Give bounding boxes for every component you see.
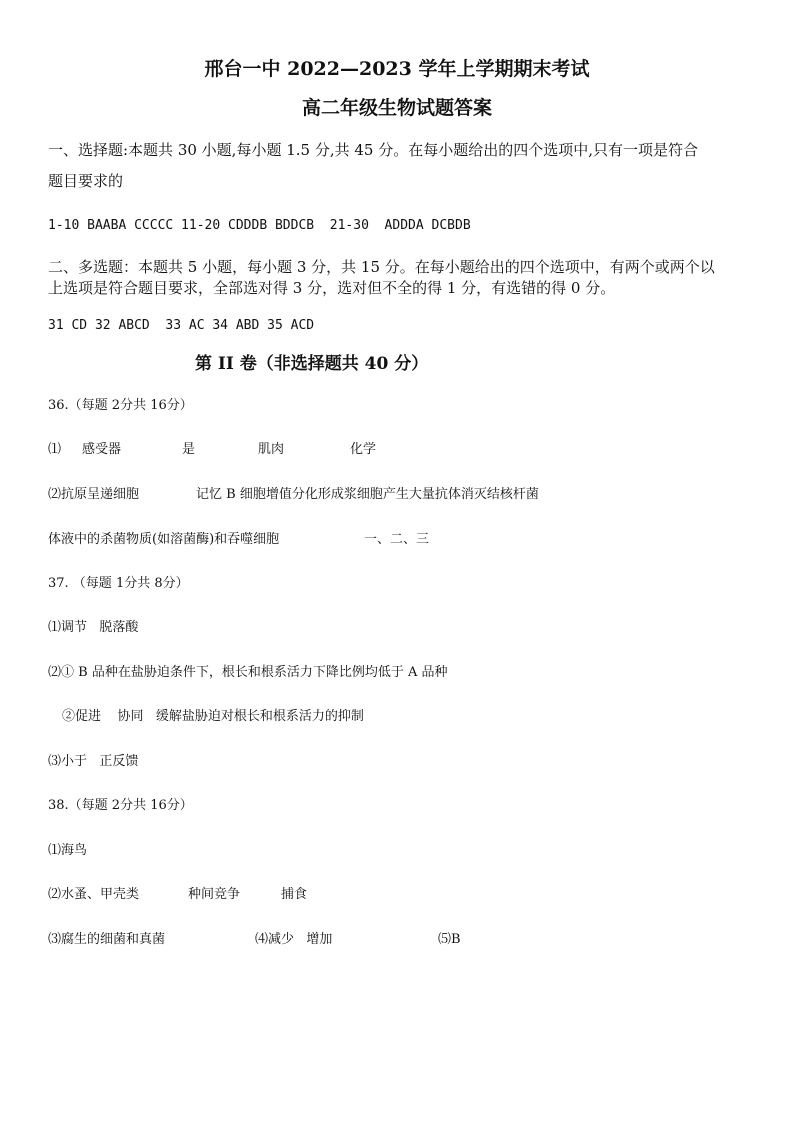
q36-answer-2-left: ⑵抗原呈递细胞 [48, 487, 140, 502]
q36-heading: 36.（每题 2分共 16分） [48, 398, 193, 413]
q37-answer-4: ⑶小于 正反馈 [48, 754, 139, 769]
q36-answer-1-a: 感受器 [82, 442, 122, 457]
q38-answer-2-c: 捕食 [281, 887, 308, 902]
part2-intro-line1: 二、多选题：本题共 5 小题，每小题 3 分，共 15 分。在每小题给出的四个选项中，有两个或两个以 [48, 258, 715, 276]
exam-subtitle: 高二年级生物试题答案 [301, 97, 492, 119]
q38-answer-3-b: ⑷减少 增加 [255, 932, 333, 947]
q37-heading: 37. （每题 1分共 8分） [48, 576, 189, 591]
q37-answer-1: ⑴调节 脱落酸 [48, 620, 139, 635]
q36-answer-1-num: ⑴ [48, 442, 62, 457]
q38-answer-3-c: ⑸B [438, 932, 461, 947]
part2-intro-line2: 上选项是符合题目要求，全部选对得 3 分，选对但不全的得 1 分，有选错的得 0 分。 [48, 279, 616, 297]
q36-answer-1-b: 是 [182, 442, 196, 457]
q38-answer-1: ⑴海鸟 [48, 843, 88, 858]
q36-answer-1-c: 肌肉 [258, 442, 285, 457]
q38-answer-3-a: ⑶腐生的细菌和真菌 [48, 932, 166, 947]
part1-intro-line1: 一、选择题:本题共 30 小题,每小题 1.5 分,共 45 分。在每小题给出的四个选项中,只有一项是符合 [48, 141, 698, 159]
q36-answer-1-d: 化学 [350, 442, 377, 457]
part2-answers: 31 CD 32 ABCD 33 AC 34 ABD 35 ACD [48, 318, 315, 333]
q38-heading: 38.（每题 2分共 16分） [48, 798, 193, 813]
q37-answer-3: ②促进 协同 缓解盐胁迫对根长和根系活力的抑制 [62, 709, 364, 724]
part1-answers: 1-10 BAABA CCCCC 11-20 CDDDB BDDCB 21-30 ADDDA DCBDB [48, 218, 471, 233]
section2-title: 第 II 卷（非选择题共 40 分） [195, 354, 429, 374]
exam-title: 邢台一中 2022—2023 学年上学期期末考试 [204, 58, 590, 80]
q38-answer-2-b: 种间竞争 [188, 887, 241, 902]
q38-answer-2-a: ⑵水蚤、甲壳类 [48, 887, 140, 902]
q37-answer-2: ⑵① B 品种在盐胁迫条件下，根长和根系活力下降比例均低于 A 品种 [48, 665, 448, 680]
q36-answer-2-right: 记忆 B 细胞增值分化形成浆细胞产生大量抗体消灭结核杆菌 [196, 487, 539, 502]
q36-answer-3-right: 一、二、三 [364, 532, 430, 547]
part1-intro-line2: 题目要求的 [48, 172, 124, 190]
q36-answer-3-left: 体液中的杀菌物质(如溶菌酶)和吞噬细胞 [48, 532, 280, 547]
